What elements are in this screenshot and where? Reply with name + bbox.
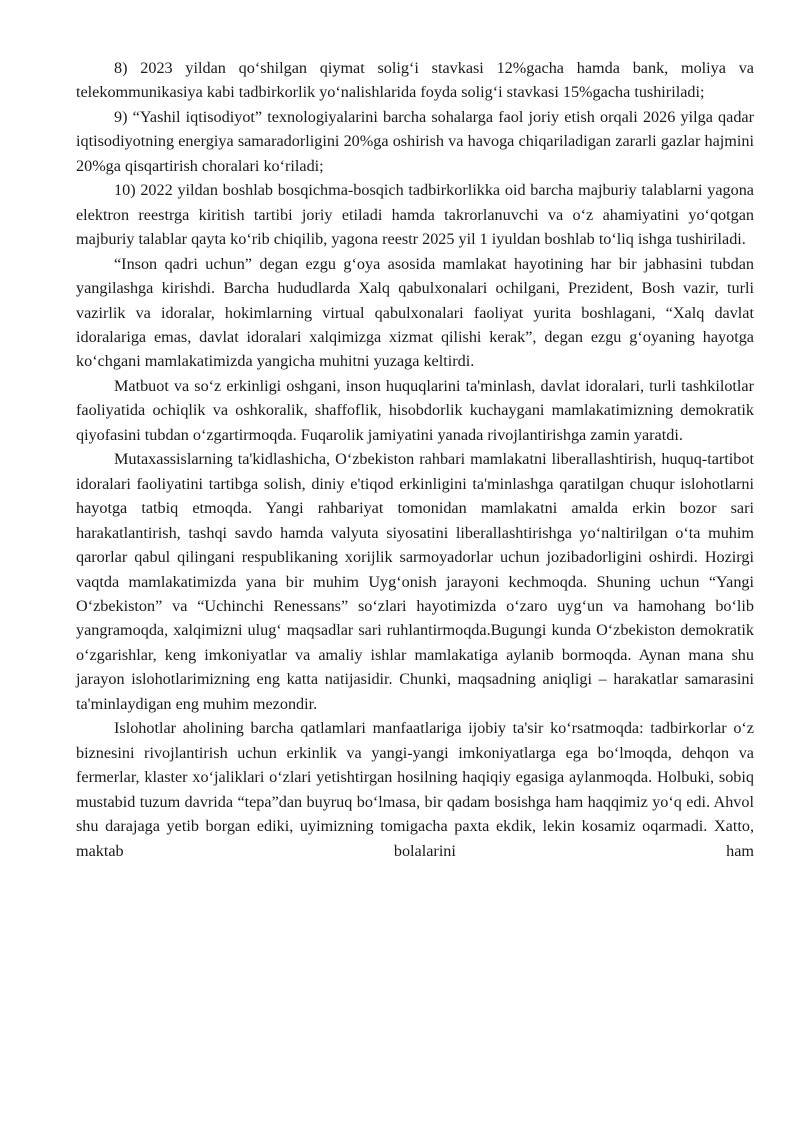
paragraph-mutaxassislar: Mutaxassislarning ta'kidlashicha, O‘zbekiston rahbari mamlakatni liberallashtirish, huquq-tartibot idoralari faoliyatini tartibga solish, diniy e'tiqod erkinligini ta'minlashga qaratilgan chuqur islohotlarni hayotga tatbiq etmoqda. Yangi rahbariyat tomonidan mamlakatni amalda erkin bozor sari harakatlantirish, tashqi savdo hamda valyuta siyosatini liberallashtirishga yo‘naltirilgan o‘ta muhim qarorlar qabul qilingani respublikaning xorijlik sarmoyadorlar uchun jozibadorligini oshirdi. Hozirgi vaqtda mamlakatimizda yana bir muhim Uyg‘onish jarayoni kechmoqda. Shuning uchun “Yangi O‘zbekiston” va “Uchinchi Renessans” so‘zlari hayotimizda o‘zaro uyg‘un va hamohang bo‘lib yangramoqda, xalqimizni ulug‘ maqsadlar sari ruhlantirmoqda.Bugungi kunda O‘zbekiston demokratik o‘zgarishlar, keng imkoniyatlar va amaliy ishlar mamlakatiga aylanib bormoqda. Aynan mana shu jarayon islohotlarimizning eng katta natijasidir. Chunki, maqsadning aniqligi – harakatlar samarasini ta'minlaydigan eng muhim mezondir. xyxy=(76,450,754,713)
paragraph-islohotlar: Islohotlar aholining barcha qatlamlari manfaatlariga ijobiy ta'sir ko‘rsatmoqda: tadbirkorlar o‘z biznesini rivojlantirish uchun erkinlik va yangi-yangi imkoniyatlarga ega bo‘lmoqda, dehqon va fermerlar, klaster xo‘jaliklari o‘zlari yetishtirgan hosilning haqiqiy egasiga aylanmoqda. Holbuki, sobiq mustabid tuzum davrida “tepa”dan buyruq bo‘lmasa, bir qadam bosishga ham haqqimiz yo‘q edi. Ahvol shu darajaga yetib borgan ediki, uyimizning tomigacha paxta ekdik, lekin kosamiz oqarmadi. Xatto, maktab bolalarini ham xyxy=(76,719,754,860)
paragraph-item-10: 10) 2022 yildan boshlab bosqichma-bosqich tadbirkorlikka oid barcha majburiy talablarni yagona elektron reestrga kiritish tartibi joriy etiladi hamda takrorlanuvchi va o‘z ahamiyatini yo‘qotgan majburiy talablar qayta ko‘rib chiqilib, yagona reestr 2025 yil 1 iyuldan boshlab to‘liq ishga tushiriladi. xyxy=(76,181,754,249)
paragraph-inson-qadri: “Inson qadri uchun” degan ezgu g‘oya asosida mamlakat hayotining har bir jabhasini tubdan yangilashga kirishdi. Barcha hududlarda Xalq qabulxonalari ochilgani, Prezident, Bosh vazir, turli vazirlik va idoralar, hokimlarning virtual qabulxonalari faoliyat yurita boshlagani, “Xalq davlat idoralariga emas, davlat idoralari xalqimizga xizmat qilishi kerak”, degan ezgu g‘oyaning hayotga ko‘chgani mamlakatimizda yangicha muhitni yuzaga keltirdi. xyxy=(76,254,754,371)
paragraph-item-9: 9) “Yashil iqtisodiyot” texnologiyalarini barcha sohalarga faol joriy etish orqali 2026 yilga qadar iqtisodiyotning energiya samaradorligini 20%ga oshirish va havoga chiqariladigan zararli gazlar hajmini 20%ga qisqartirish choralari ko‘riladi; xyxy=(76,107,754,175)
document-body xyxy=(76,56,754,863)
paragraph-item-8: 8) 2023 yildan qo‘shilgan qiymat solig‘i stavkasi 12%gacha hamda bank, moliya va telekommunikasiya kabi tadbirkorlik yo‘nalishlarida foyda solig‘i stavkasi 15%gacha tushiriladi; xyxy=(76,59,754,102)
paragraph-matbuot: Matbuot va so‘z erkinligi oshgani, inson huquqlarini ta'minlash, davlat idoralari, turli tashkilotlar faoliyatida ochiqlik va oshkoralik, shaffoflik, hisobdorlik kuchaygani mamlakatimizning demokratik qiyofasini tubdan o‘zgartirmoqda. Fuqarolik jamiyatini yanada rivojlantirishga zamin yaratdi. xyxy=(76,376,754,444)
